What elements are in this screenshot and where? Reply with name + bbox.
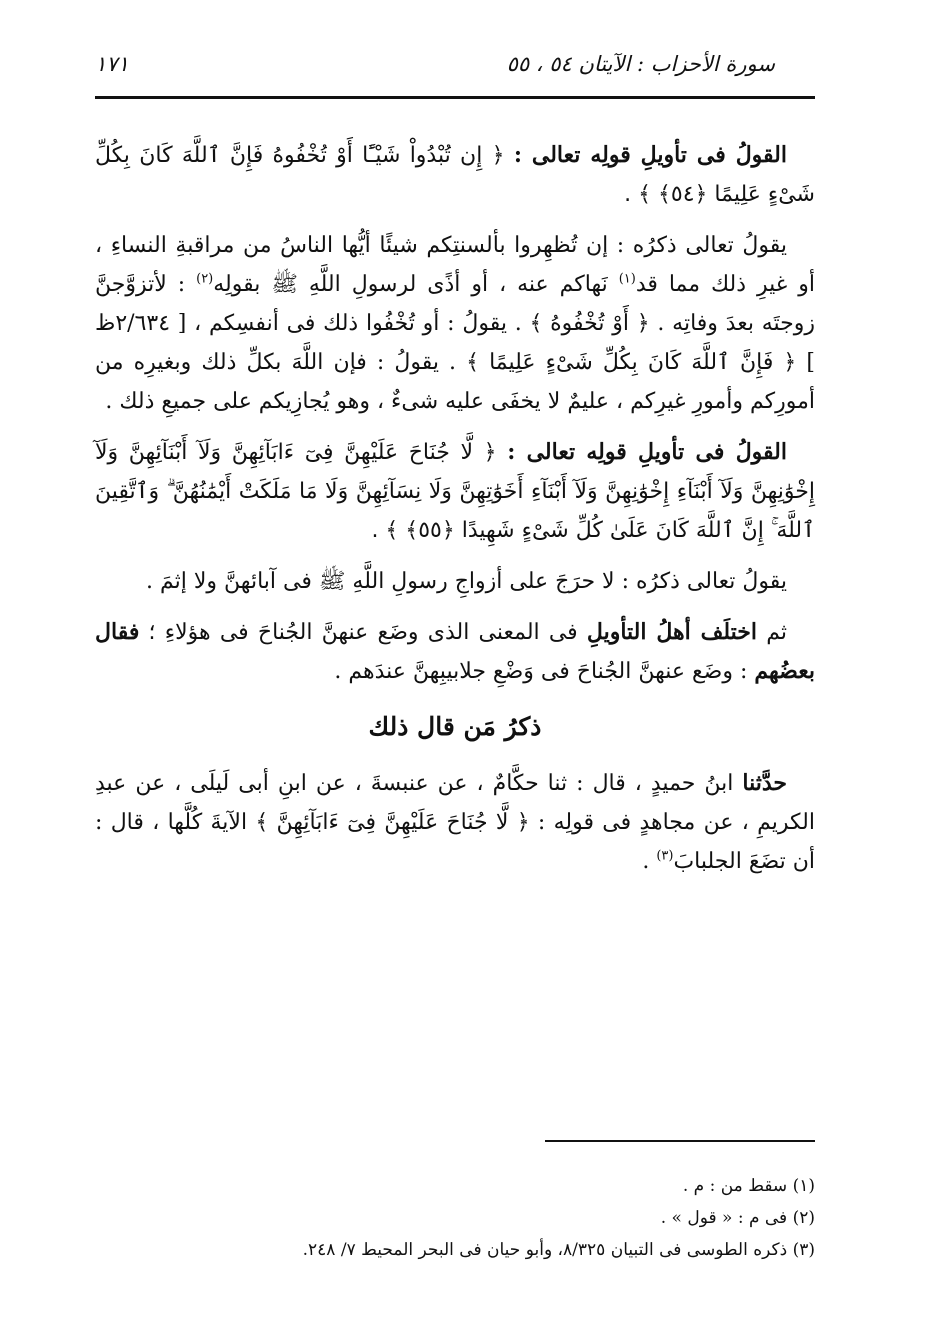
paragraph-text: ابنُ حميدٍ ، قال : ثنا حكَّامٌ ، عن عنبسةَ ، عن ابنِ أبى لَيلَى ، عن عبدِ الكريمِ ، عن مجاهدٍ فى قولِه : ﴿ لَّا جُنَاحَ عَلَيْهِنَّ فِىٓ ءَابَآئِهِنَّ ﴾ الآيةَ كُلَّها ، قال : أن تضَعَ الجلبابَ xyxy=(95,771,815,874)
footnote-2: (٢) فى م : « قول » . xyxy=(660,1208,815,1228)
header-rule xyxy=(95,96,815,99)
paragraph-text: يقولُ تعالى ذكرُه : لا حرَجَ على أزواجِ رسولِ اللَّهِ ﷺ فى آبائهنَّ ولا إثمَ . xyxy=(146,569,787,594)
section-lead: القولُ فى تأويلِ قولِه تعالى : xyxy=(513,142,787,168)
paragraph-disagreement xyxy=(95,613,815,691)
footnotes xyxy=(95,1170,815,1266)
footnote-1: (١) سقط من : م . xyxy=(682,1176,815,1196)
paragraph-text: : وضَع عنهنَّ الجُناحَ فى وَضْعِ جلابيبِهنَّ عندَهم . xyxy=(334,659,755,684)
paragraph-verse-54 xyxy=(95,136,815,214)
paragraph-text: . xyxy=(642,849,657,874)
quran-verse: ﴿ إِن تُبْدُواْ شَيْـًٔا أَوْ تُخْفُوهُ فَإِنَّ ٱللَّهَ كَانَ بِكُلِّ شَىْءٍ عَلِيمًا ﴿٥٤﴾ ﴾ . xyxy=(95,143,815,207)
paragraph-commentary-54 xyxy=(95,226,815,421)
footnote-ref-2: (٢) xyxy=(196,271,214,287)
footnote-3: (٣) ذكره الطوسى فى التبيان ٨/٣٢٥، وأبو حيان فى البحر المحيط ٧/ ٢٤٨. xyxy=(302,1240,815,1260)
footnote-ref-3: (٣) xyxy=(656,848,674,864)
bold-phrase: فقال بعضُهم xyxy=(95,619,815,684)
running-header xyxy=(95,52,815,88)
bold-phrase: اختلَف أهلُ التأويلِ xyxy=(586,619,758,645)
paragraph-text: : لأتزوَّجنَّ زوجتَه بعدَ وفاتِه . ﴿ أَوْ تُخْفُوهُ ﴾ . يقولُ : أو تُخْفُوا ذلك فى أنفسِكم ، [ ٢/٦٣٤ظ ] ﴿ فَإِنَّ ٱللَّهَ كَانَ بِكُلِّ شَىْءٍ عَلِيمًا ﴾ . يقولُ : فإن اللَّهَ بكلِّ ذلك وبغيرِه من أمورِكم وأمورِ غيرِكم ، عليمٌ لا يخفَى عليه شىءٌ ، وهو يُجازِيكم على جميعِ ذلك . xyxy=(95,272,815,414)
paragraph-text: يقولُ تعالى ذكرُه : إن تُظهِروا بألسنتِكم شيئًا أيُّها الناسُ من مراقبةِ النساءِ ، أو غيرِ ذلك مما قد xyxy=(95,233,815,297)
section-lead: القولُ فى تأويلِ قولِه تعالى : xyxy=(507,439,787,465)
main-text xyxy=(95,130,815,893)
page-number: ١٧١ xyxy=(95,52,129,76)
section-heading: ذكرُ مَن قال ذلك xyxy=(368,712,542,741)
paragraph-text: نَهاكم عنه ، أو أذًى لرسولِ اللَّهِ ﷺ بقولِه xyxy=(213,272,619,297)
paragraph-narration xyxy=(95,764,815,881)
paragraph-commentary-55 xyxy=(95,562,815,601)
header-title: سورة الأحزاب : الآيتان ٥٤ ، ٥٥ xyxy=(506,52,775,76)
page xyxy=(95,40,815,1280)
footnote-rule xyxy=(545,1140,815,1142)
paragraph-verse-55 xyxy=(95,433,815,550)
footnote-ref-1: (١) xyxy=(618,271,636,287)
narration-lead: حدَّثنا xyxy=(742,770,787,796)
paragraph-text: فى المعنى الذى وضَع عنهنَّ الجُناحَ فى هؤلاءِ ؛ xyxy=(139,620,587,645)
quran-verse: ﴿ لَّا جُنَاحَ عَلَيْهِنَّ فِىٓ ءَابَآئِهِنَّ وَلَآ أَبْنَآئِهِنَّ وَلَآ إِخْوَٰنِهِنَّ وَلَآ أَبْنَآءِ إِخْوَٰنِهِنَّ وَلَآ أَبْنَآءِ أَخَوَٰتِهِنَّ وَلَا نِسَآئِهِنَّ وَلَا مَا مَلَكَتْ أَيْمَٰنُهُنَّ ۗ وَٱتَّقِينَ ٱللَّهَ ۚ إِنَّ ٱللَّهَ كَانَ عَلَىٰ كُلِّ شَىْءٍ شَهِيدًا ﴿٥٥﴾ ﴾ . xyxy=(95,440,815,543)
paragraph-text: ثم xyxy=(757,620,787,645)
